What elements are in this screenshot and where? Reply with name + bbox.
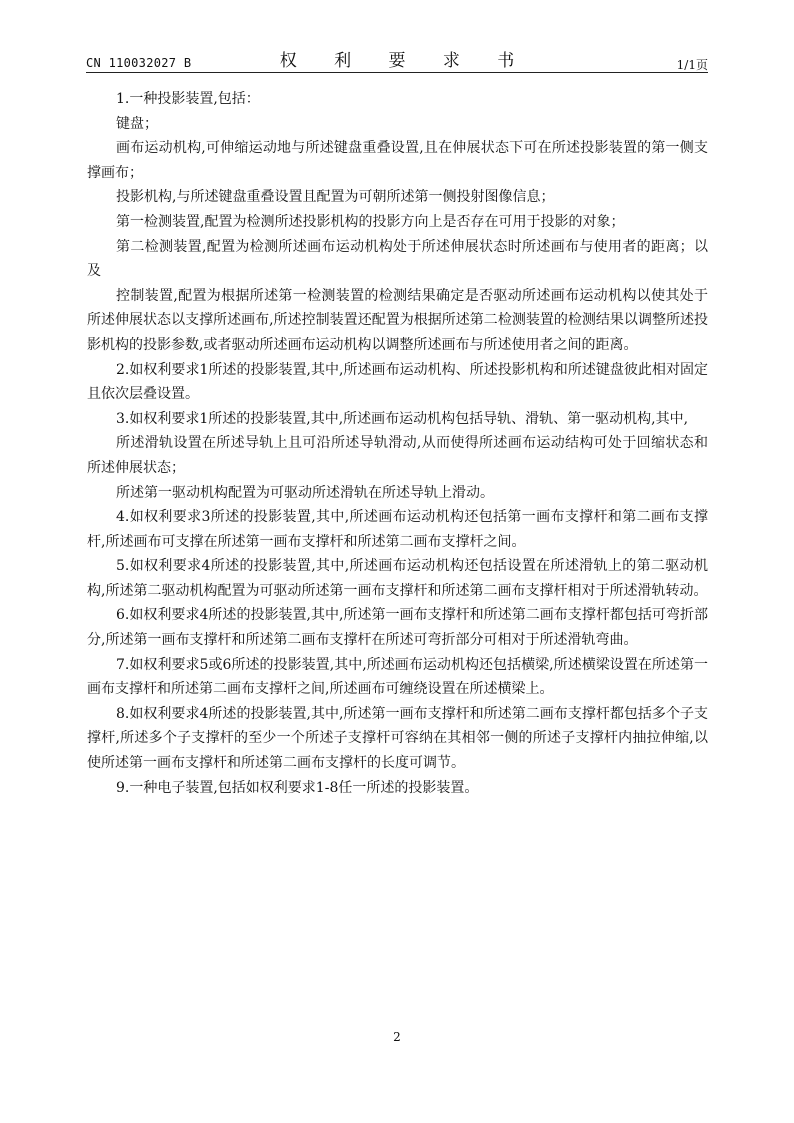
claim-paragraph: 4.如权利要求3所述的投影装置,其中,所述画布运动机构还包括第一画布支撑杆和第二画布支撑杆,所述画布可支撑在所述第一画布支撑杆和所述第二画布支撑杆之间。: [87, 509, 708, 550]
claim-paragraph: 6.如权利要求4所述的投影装置,其中,所述第一画布支撑杆和所述第二画布支撑杆都包括可弯折部分,所述第一画布支撑杆和所述第二画布支撑杆在所述可弯折部分可相对于所述滑轨弯曲。: [87, 607, 708, 649]
claim-paragraph: 9.一种电子装置,包括如权利要求1-8任一所述的投影装置。: [116, 779, 479, 796]
claim-paragraph: 所述滑轨设置在所述导轨上且可沿所述导轨滑动,从而使得所述画布运动结构可处于回缩状态和所述伸展状态；: [87, 435, 708, 476]
document-title: 权 利 要 求 书: [279, 51, 531, 71]
claim-paragraph: 投影机构,与所述键盘重叠设置且配置为可朝所述第一侧投射图像信息；: [116, 189, 555, 206]
page-indicator: 1/1页: [676, 58, 708, 72]
claim-paragraph: 键盘；: [116, 115, 158, 132]
claim-paragraph: 5.如权利要求4所述的投影装置,其中,所述画布运动机构还包括设置在所述滑轨上的第二驱动机构,所述第二驱动机构配置为可驱动所述第一画布支撑杆和所述第二画布支撑杆相对于所述滑轨转动。: [87, 558, 708, 599]
claim-paragraph: 1.一种投影装置,包括：: [116, 91, 260, 107]
claim-paragraph: 画布运动机构,可伸缩运动地与所述键盘重叠设置,且在伸展状态下可在所述投影装置的第一侧支撑画布；: [87, 140, 708, 181]
claim-paragraph: 第一检测装置,配置为检测所述投影机构的投影方向上是否存在可用于投影的对象；: [116, 213, 625, 230]
claim-paragraph: 所述第一驱动机构配置为可驱动所述滑轨在所述导轨上滑动。: [116, 484, 494, 501]
header-divider: [86, 72, 708, 73]
claim-paragraph: 8.如权利要求4所述的投影装置,其中,所述第一画布支撑杆和所述第二画布支撑杆都包括多个子支撑杆,所述多个子支撑杆的至少一个所述子支撑杆可容纳在其相邻一侧的所述子支撑杆内抽拉伸缩,以使所述第一画布支撑杆和所述第二画布支撑杆的长度可调节。: [87, 705, 708, 772]
claim-paragraph: 3.如权利要求1所述的投影装置,其中,所述画布运动机构包括导轨、滑轨、第一驱动机构,其中,: [116, 410, 689, 427]
patent-number: CN 110032027 B: [86, 56, 192, 70]
claims-body: [87, 87, 708, 800]
claim-paragraph: 2.如权利要求1所述的投影装置,其中,所述画布运动机构、所述投影机构和所述键盘彼此相对固定且依次层叠设置。: [87, 361, 708, 403]
page-number: 2: [393, 1030, 401, 1044]
claim-paragraph: 第二检测装置,配置为检测所述画布运动机构处于所述伸展状态时所述画布与使用者的距离；以及: [87, 238, 708, 280]
claim-paragraph: 7.如权利要求5或6所述的投影装置,其中,所述画布运动机构还包括横梁,所述横梁设置在所述第一画布支撑杆和所述第二画布支撑杆之间,所述画布可缠绕设置在所述横梁上。: [87, 656, 708, 698]
claim-paragraph: 控制装置,配置为根据所述第一检测装置的检测结果确定是否驱动所述画布运动机构以使其处于所述伸展状态以支撑所述画布,所述控制装置还配置为根据所述第二检测装置的检测结果以调整所述投影机构的投影参数,或者驱动所述画布运动机构以调整所述画布与所述使用者之间的距离。: [87, 287, 708, 353]
document-header: [86, 44, 708, 72]
